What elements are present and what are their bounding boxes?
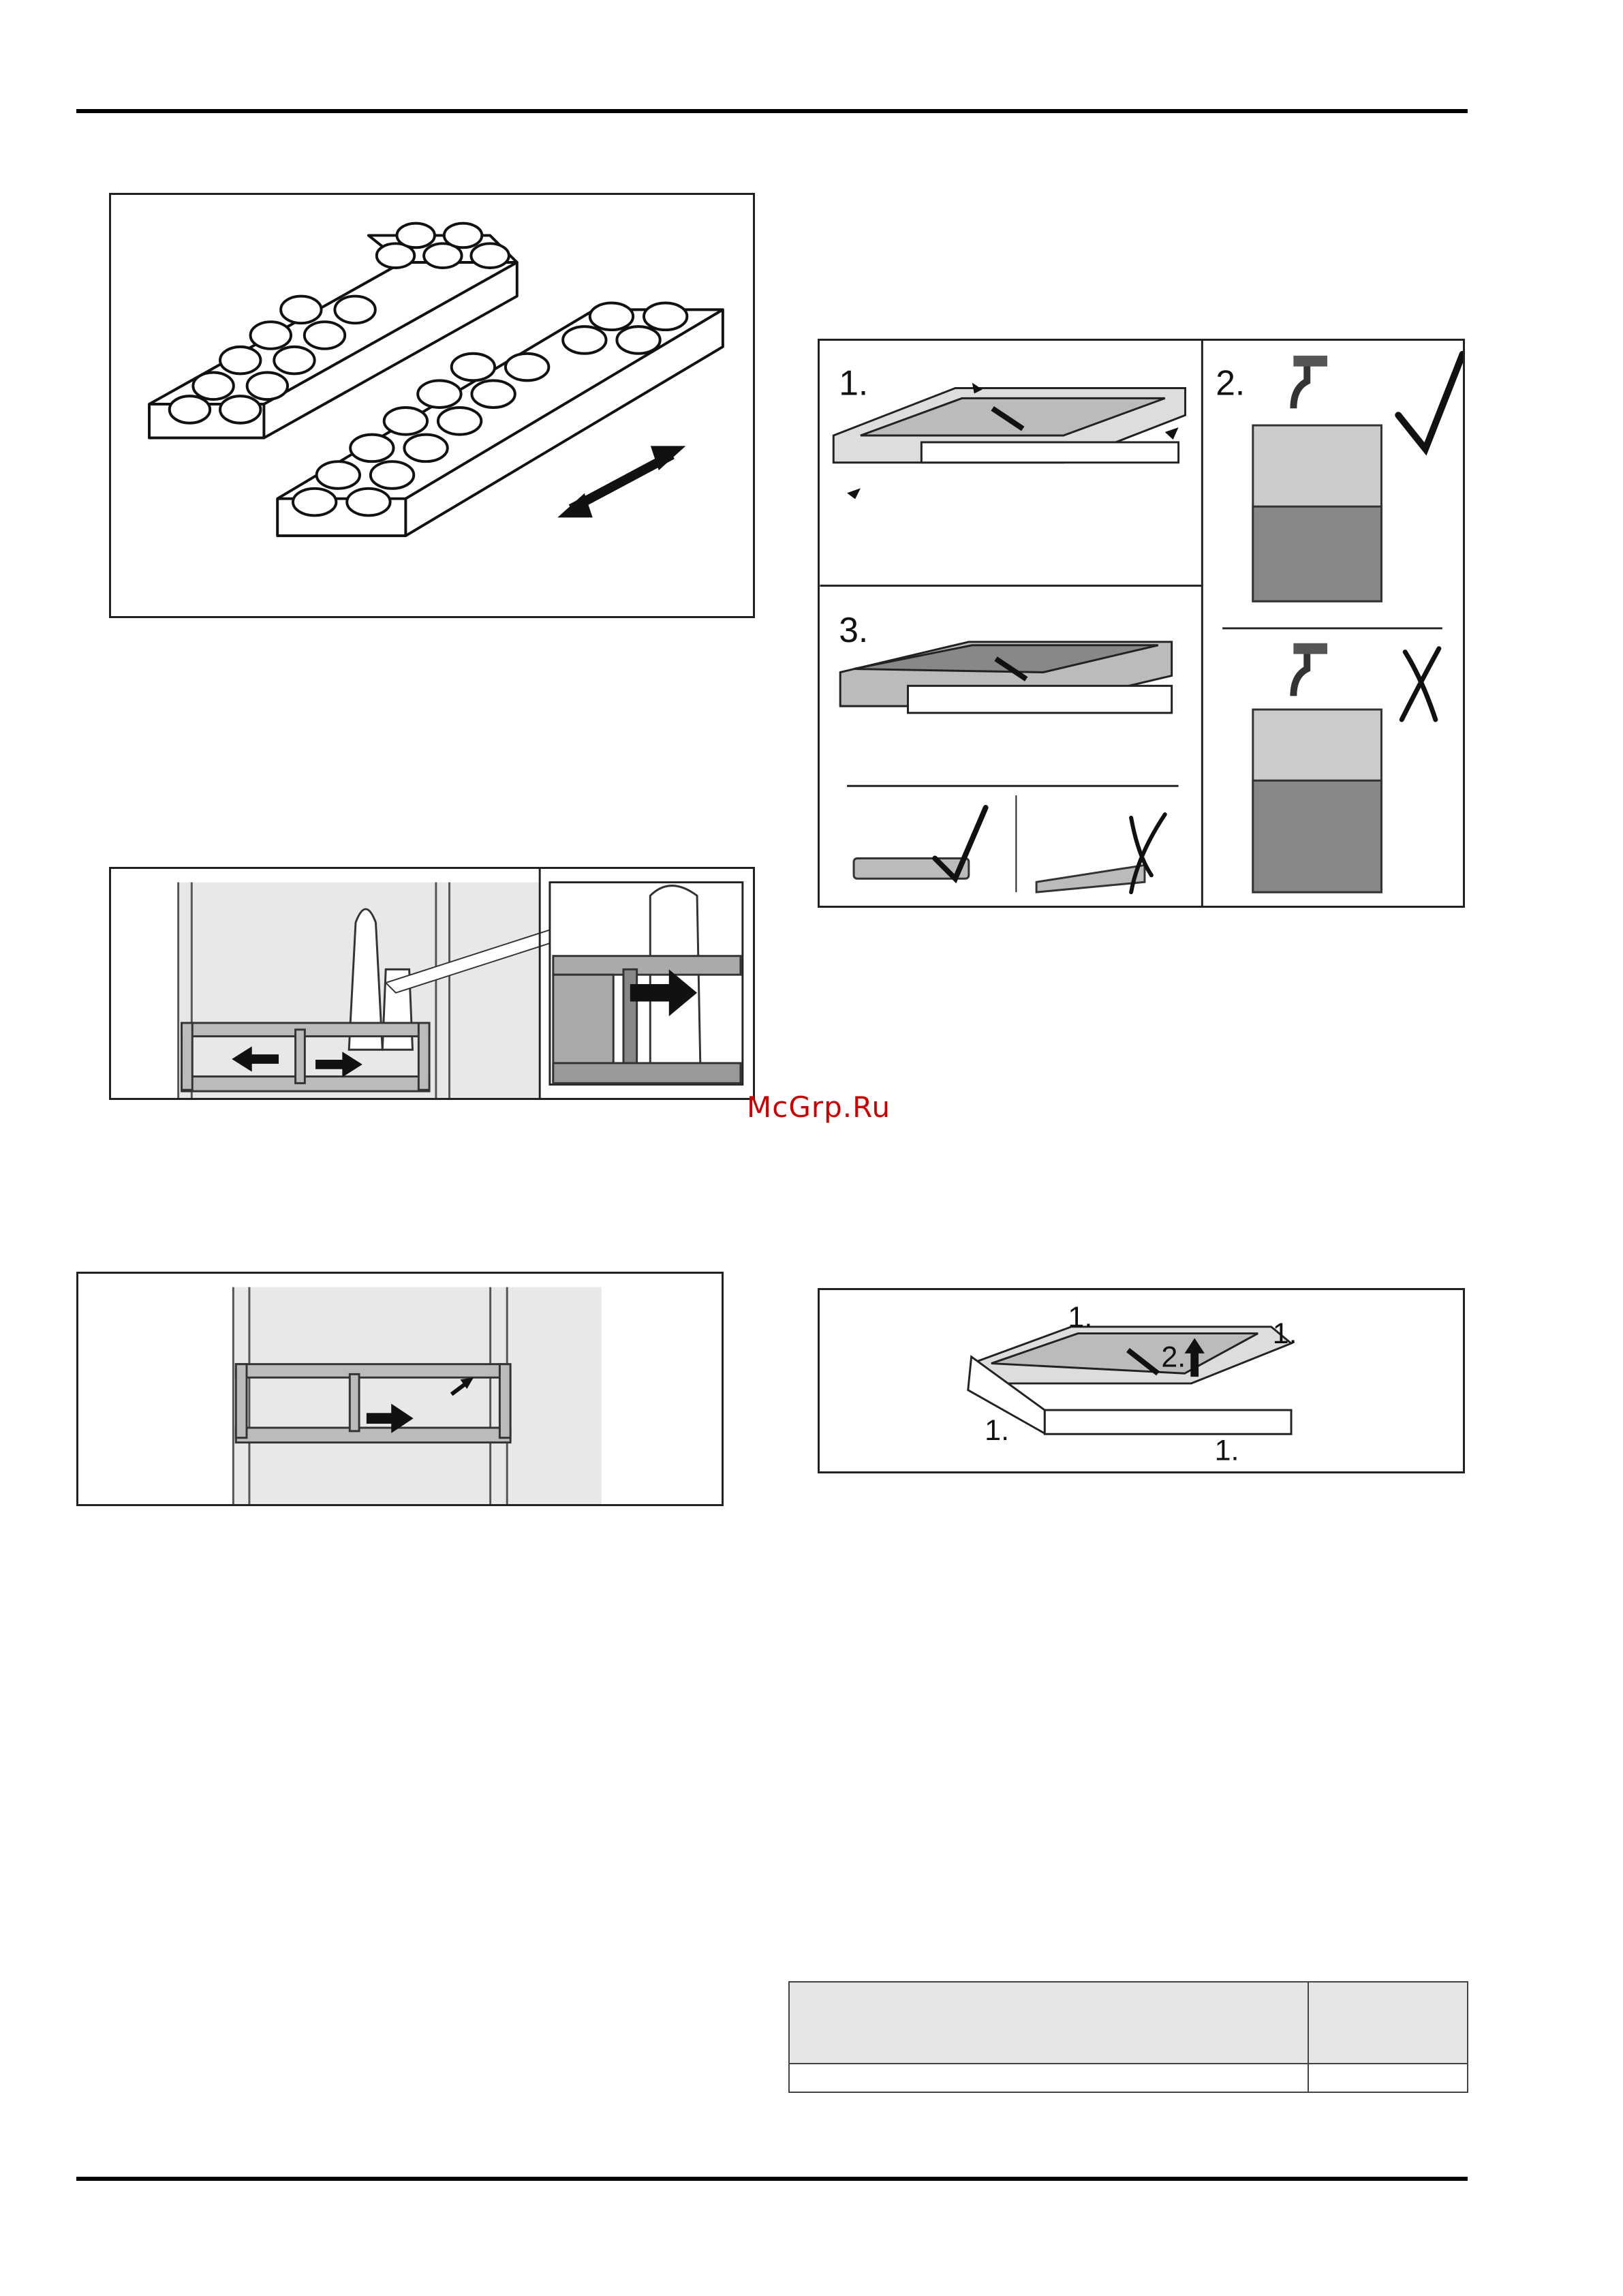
release-label-lift: 2.: [1161, 1341, 1186, 1374]
egg-tray-illustration: [111, 195, 753, 616]
table-cell: [1308, 2064, 1468, 2092]
figure-egg-tray: [109, 193, 755, 618]
release-label-right: 1.: [1272, 1317, 1297, 1351]
check-mark-icon: [1398, 354, 1462, 449]
step-3-label: 3.: [839, 609, 869, 649]
step-2-label: 2.: [1216, 363, 1246, 403]
watermark: McGrp.Ru: [747, 1090, 891, 1124]
table-row: [789, 2064, 1468, 2092]
spec-table: [788, 1981, 1468, 2093]
footer-rule: [76, 2177, 1468, 2181]
double-arrow-icon: [557, 446, 685, 517]
release-label-top: 1.: [1068, 1300, 1093, 1334]
release-label-left: 1.: [985, 1414, 1010, 1448]
cross-mark-icon: [1402, 649, 1439, 720]
table-cell: [789, 2064, 1308, 2092]
table-header-row: [789, 1982, 1468, 2064]
tray-fill-illustration: [820, 341, 1463, 906]
release-label-bottom: 1.: [1214, 1434, 1239, 1467]
tray-release-illustration: [820, 1290, 1463, 1471]
figure-shelf-insert: [76, 1272, 724, 1506]
figure-tray-release: [818, 1288, 1465, 1473]
door-shelf-illustration: [111, 869, 753, 1098]
figure-tray-fill: [818, 339, 1465, 908]
step-1-label: 1.: [839, 363, 869, 403]
shelf-insert-illustration: [78, 1274, 722, 1504]
table-cell: [1308, 1982, 1468, 2064]
header-rule: [76, 109, 1468, 113]
table-cell: [789, 1982, 1308, 2064]
figure-door-shelf-divider: [109, 867, 755, 1100]
